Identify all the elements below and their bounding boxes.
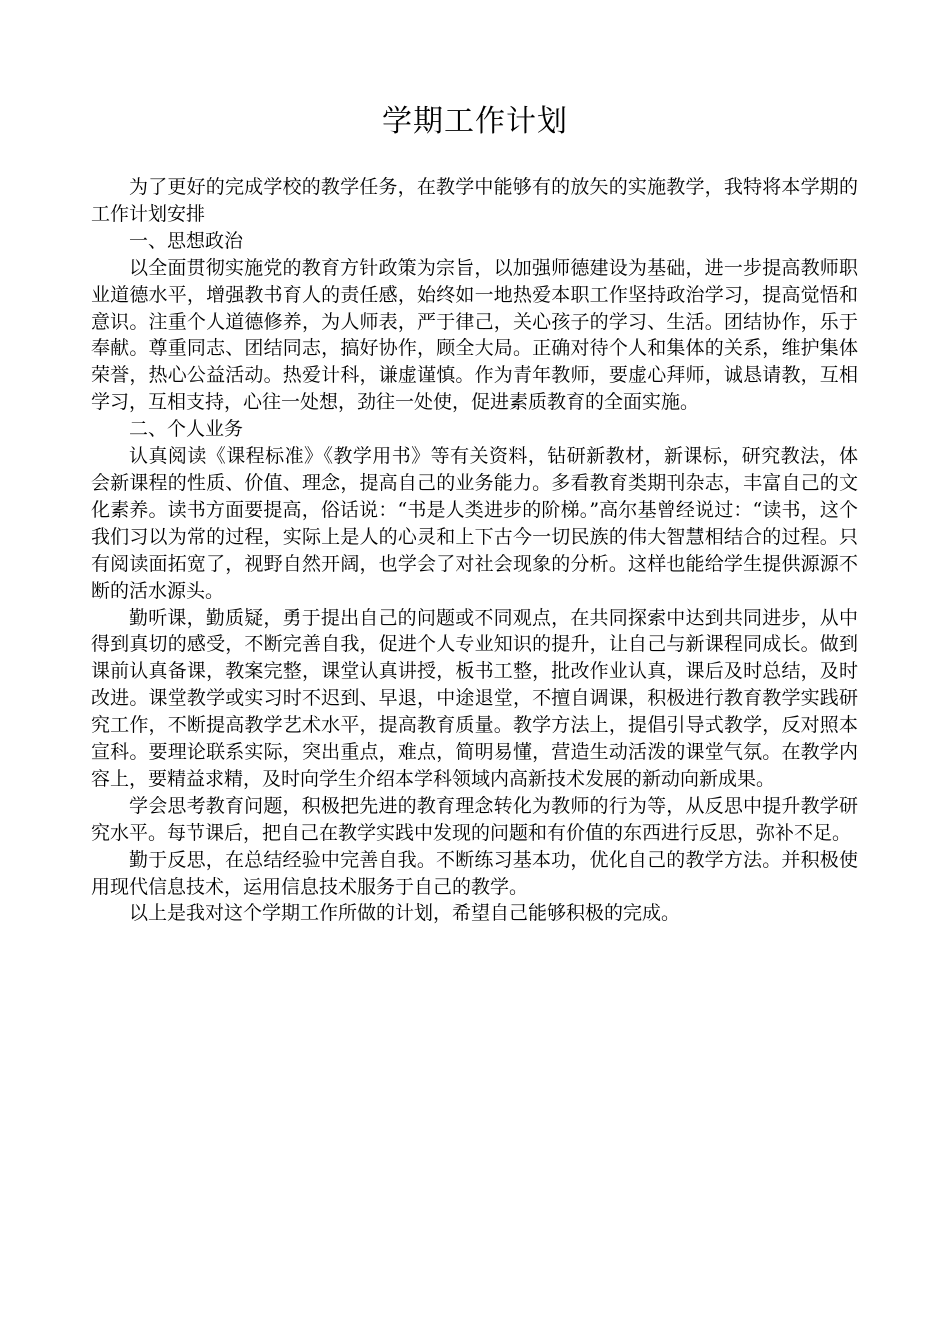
intro-paragraph: 为了更好的完成学校的教学任务，在教学中能够有的放矢的实施教学，我特将本学期的工作计划安排 [91,176,858,225]
teaching-paragraph: 勤听课，勤质疑，勇于提出自己的问题或不同观点，在共同探索中达到共同进步，从中得到真切的感受，不断完善自我，促进个人专业知识的提升，让自己与新课程同成长。做到课前认真备课，教案完整，课堂认真讲授，板书工整，批改作业认真，课后及时总结，及时改进。课堂教学或实习时不迟到、早退，中途退堂，不擅自调课，积极进行教育教学实践研究工作，不断提高教学艺术水平，提高教育质量。教学方法上，提倡引导式教学，反对照本宣科。要理论联系实际，突出重点，难点，简明易懂，营造生动活泼的课堂气氛。在教学内容上，要精益求精，及时向学生介绍本学科领域内高新技术发展的新动向新成果。 [91,606,858,790]
closing-paragraph: 以上是我对这个学期工作所做的计划，希望自己能够积极的完成。 [129,902,681,925]
reflection-paragraph: 学会思考教育问题，积极把先进的教育理念转化为教师的行为等，从反思中提升教学研究水平。每节课后，把自己在教学实践中发现的问题和有价值的东西进行反思，弥补不足。 [91,794,858,844]
section-heading-politics: 一、思想政治 [129,229,244,252]
politics-paragraph: 以全面贯彻实施党的教育方针政策为宗旨，以加强师德建设为基础，进一步提高教师职业道德水平，增强教书育人的责任感，始终如一地热爱本职工作坚持政治学习，提高觉悟和意识。注重个人道德修养，为人师表，严于律己，关心孩子的学习、生活。团结协作，乐于奉献。尊重同志、团结同志，搞好协作，顾全大局。正确对待个人和集体的关系，维护集体荣誉，热心公益活动。热爱计科，谦虚谨慎。作为青年教师，要虚心拜师，诚恳请教，互相学习，互相支持，心往一处想，劲往一处使，促进素质教育的全面实施。 [91,256,858,414]
document-body [91,174,858,927]
document-title: 学期工作计划 [382,104,568,139]
section-heading-professional: 二、个人业务 [129,418,244,441]
self-improvement-paragraph: 勤于反思，在总结经验中完善自我。不断练习基本功，优化自己的教学方法。并积极使用现代信息技术，运用信息技术服务于自己的教学。 [91,848,858,898]
reading-paragraph: 认真阅读《课程标准》《教学用书》等有关资料，钻研新教材，新课标，研究教法，体会新课程的性质、价值、理念，提高自己的业务能力。多看教育类期刊杂志，丰富自己的文化素养。读书方面要提高，俗话说：“书是人类进步的阶梯。”高尔基曾经说过：“读书，这个我们习以为常的过程，实际上是人的心灵和上下古今一切民族的伟大智慧相结合的过程。只有阅读面拓宽了，视野自然开阔，也学会了对社会现象的分析。这样也能给学生提供源源不断的活水源头。 [91,445,858,602]
